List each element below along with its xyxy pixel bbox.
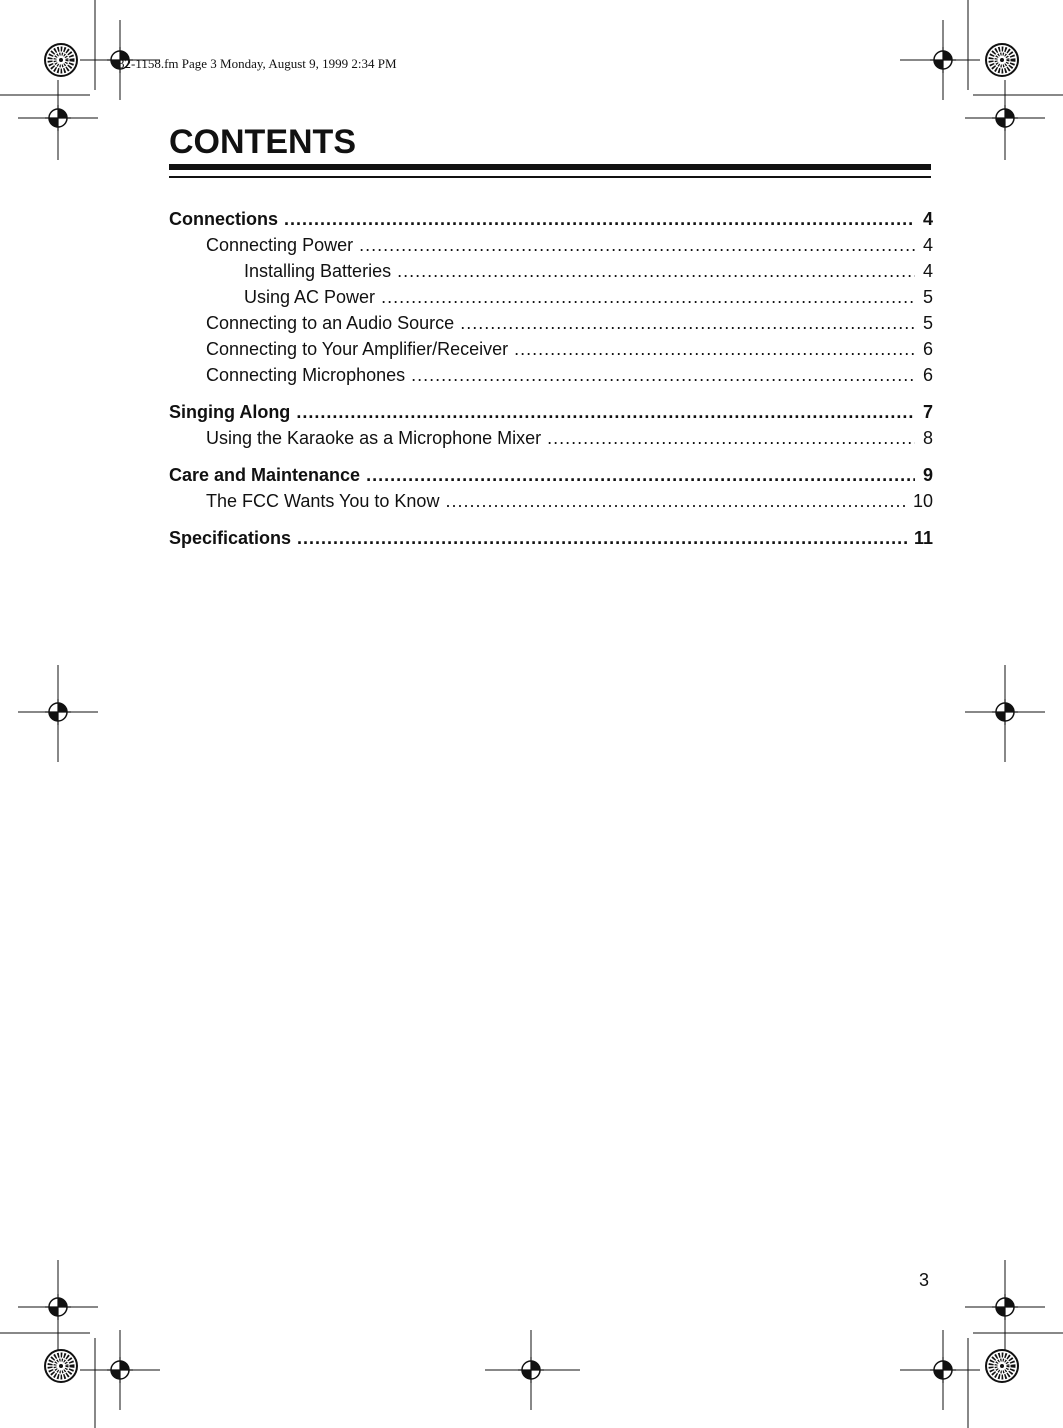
toc-entry-page: 6 (922, 365, 933, 385)
toc-leader-dots (284, 206, 915, 232)
toc-entry[interactable] (169, 336, 933, 362)
print-slug: 32-1158.fm Page 3 Monday, August 9, 1999 2:34 PM (118, 56, 397, 71)
toc-entry-label: Specifications (169, 528, 292, 548)
toc-leader-dots (366, 462, 915, 488)
toc-leader-dots (297, 525, 908, 551)
toc-entry-page: 5 (922, 313, 933, 333)
toc-entry-label: Connecting Power (206, 235, 354, 255)
toc-leader-dots (296, 399, 915, 425)
title-rule-thin (169, 176, 931, 178)
toc-entry-page: 4 (922, 235, 933, 255)
toc-entry-label: The FCC Wants You to Know (206, 491, 440, 511)
toc-entry-label: Connections (169, 209, 279, 229)
toc-leader-dots (460, 310, 915, 336)
toc-entry-page: 9 (922, 465, 933, 485)
toc-leader-dots (411, 362, 915, 388)
toc-entry[interactable] (169, 488, 933, 514)
toc-entry[interactable] (169, 462, 933, 488)
toc-leader-dots (381, 284, 915, 310)
toc-leader-dots (397, 258, 915, 284)
toc-entry[interactable] (169, 284, 933, 310)
toc-entry-label: Using AC Power (244, 287, 376, 307)
toc-entry[interactable] (169, 310, 933, 336)
toc-leader-dots (547, 425, 915, 451)
toc-entry-label: Care and Maintenance (169, 465, 361, 485)
toc-leader-dots (514, 336, 915, 362)
toc-entry-page: 4 (922, 209, 933, 229)
toc-entry-page: 10 (912, 491, 933, 511)
toc-entry-label: Singing Along (169, 402, 291, 422)
toc-entry-label: Connecting to an Audio Source (206, 313, 455, 333)
toc-entry-label: Connecting to Your Amplifier/Receiver (206, 339, 509, 359)
toc-entry-page: 4 (922, 261, 933, 281)
toc-entry[interactable] (169, 258, 933, 284)
toc-entry-page: 6 (922, 339, 933, 359)
toc-entry[interactable] (169, 206, 933, 232)
toc-leader-dots (359, 232, 915, 258)
toc-entry[interactable] (169, 399, 933, 425)
title-rule-thick (169, 164, 931, 170)
toc-entry-page: 11 (913, 528, 933, 548)
toc-entry-label: Using the Karaoke as a Microphone Mixer (206, 428, 542, 448)
toc-entry-page: 8 (922, 428, 933, 448)
toc-entry-label: Connecting Microphones (206, 365, 406, 385)
page-title: CONTENTS (169, 123, 356, 161)
toc-entry[interactable] (169, 525, 933, 551)
page-number: 3 (919, 1270, 930, 1290)
toc-entry-label: Installing Batteries (244, 261, 392, 281)
toc-entry[interactable] (169, 362, 933, 388)
toc-entry[interactable] (169, 425, 933, 451)
toc-entry-page: 5 (922, 287, 933, 307)
toc-entry[interactable] (169, 232, 933, 258)
table-of-contents (169, 206, 933, 551)
toc-entry-page: 7 (922, 402, 933, 422)
toc-leader-dots (445, 488, 907, 514)
